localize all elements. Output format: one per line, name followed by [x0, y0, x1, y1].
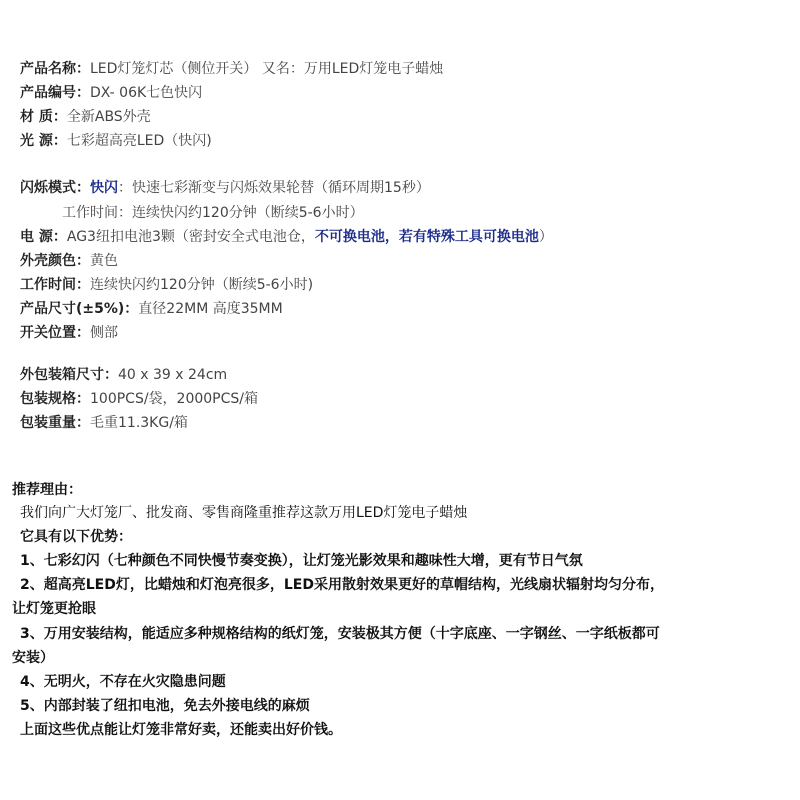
packing-spec [20, 390, 258, 408]
reasons-intro: 我们向广大灯笼厂、批发商、零售商隆重推荐这款万用LED灯笼电子蜡烛 [20, 505, 468, 521]
spec-value: 直径22MM 高度35MM [138, 301, 283, 317]
spec-product-code [20, 84, 202, 102]
spec-value: 毛重11.3KG/箱 [90, 415, 188, 431]
spec-value: 七彩超高亮LED（快闪) [66, 133, 212, 149]
spec-value: LED灯笼灯芯（侧位开关） 又名：万用LED灯笼电子蜡烛 [90, 61, 444, 77]
spec-flash-worktime [62, 204, 364, 222]
spec-value: ：快速七彩渐变与闪烁效果轮替（循环周期15秒） [118, 180, 430, 196]
advantage-item-3: 3、万用安装结构，能适应多种规格结构的纸灯笼，安装极其方便（十字底座、一字钢丝、一字纸板都可 [20, 626, 660, 642]
spec-label: 包装重量： [20, 415, 90, 431]
packing-box-size [20, 366, 227, 384]
spec-label: 材 质： [20, 109, 67, 125]
spec-value: 连续快闪约120分钟（断续5-6小时) [90, 277, 314, 293]
advantage-item-2-cont: 让灯笼更抢眼 [12, 601, 96, 617]
advantage-item-2: 2、超高亮LED灯，比蜡烛和灯泡亮很多，LED采用散射效果更好的草帽结构，光线扇状辐射均匀分布， [20, 577, 664, 593]
spec-label: 外包装箱尺寸： [20, 367, 118, 383]
spec-product-name [20, 60, 443, 78]
spec-switch-position [20, 324, 118, 342]
spec-label: 光 源： [20, 133, 67, 149]
spec-value: AG3纽扣电池3颗（密封安全式电池仓， [66, 229, 315, 245]
reasons-title: 推荐理由： [12, 482, 82, 498]
spec-value: 黄色 [90, 253, 118, 269]
spec-label: 闪烁模式： [20, 180, 90, 196]
spec-value: 40 x 39 x 24cm [118, 367, 228, 383]
spec-label: 产品编号： [20, 85, 90, 101]
spec-value: 100PCS/袋，2000PCS/箱 [90, 391, 258, 407]
spec-label: 工作时间： [20, 277, 90, 293]
spec-light-source [20, 132, 212, 150]
power-highlight: 不可换电池，若有特殊工具可换电池 [314, 229, 539, 245]
spec-value: 工作时间：连续快闪约120分钟（断续5-6小时） [62, 205, 364, 221]
advantages-title: 它具有以下优势： [20, 529, 132, 545]
flash-highlight: 快闪 [90, 180, 118, 196]
spec-size [20, 300, 283, 318]
reasons-conclusion: 上面这些优点能让灯笼非常好卖，还能卖出好价钱。 [20, 722, 342, 738]
advantage-item-1: 1、七彩幻闪（七种颜色不同快慢节奏变换），让灯笼光影效果和趣味性大增，更有节日气氛 [20, 553, 583, 569]
advantage-item-3-cont: 安装） [12, 650, 54, 666]
spec-label: 外壳颜色： [20, 253, 90, 269]
spec-label: 产品尺寸(±5%)： [20, 301, 139, 317]
spec-work-time [20, 276, 313, 294]
spec-power [20, 228, 553, 246]
spec-shell-color [20, 252, 118, 270]
spec-label: 电 源： [20, 229, 67, 245]
spec-value: 侧部 [90, 325, 118, 341]
packing-weight [20, 414, 188, 432]
spec-value: DX- 06K七色快闪 [90, 85, 203, 101]
advantage-item-5: 5、内部封装了纽扣电池，免去外接电线的麻烦 [20, 698, 310, 714]
spec-material [20, 108, 151, 126]
spec-label: 产品名称： [20, 61, 90, 77]
spec-label: 包装规格： [20, 391, 90, 407]
spec-value-close: ） [538, 229, 553, 245]
advantage-item-4: 4、无明火，不存在火灾隐患问题 [20, 674, 226, 690]
spec-value: 全新ABS外壳 [66, 109, 151, 125]
spec-flash-mode [20, 179, 430, 197]
spec-label: 开关位置： [20, 325, 90, 341]
